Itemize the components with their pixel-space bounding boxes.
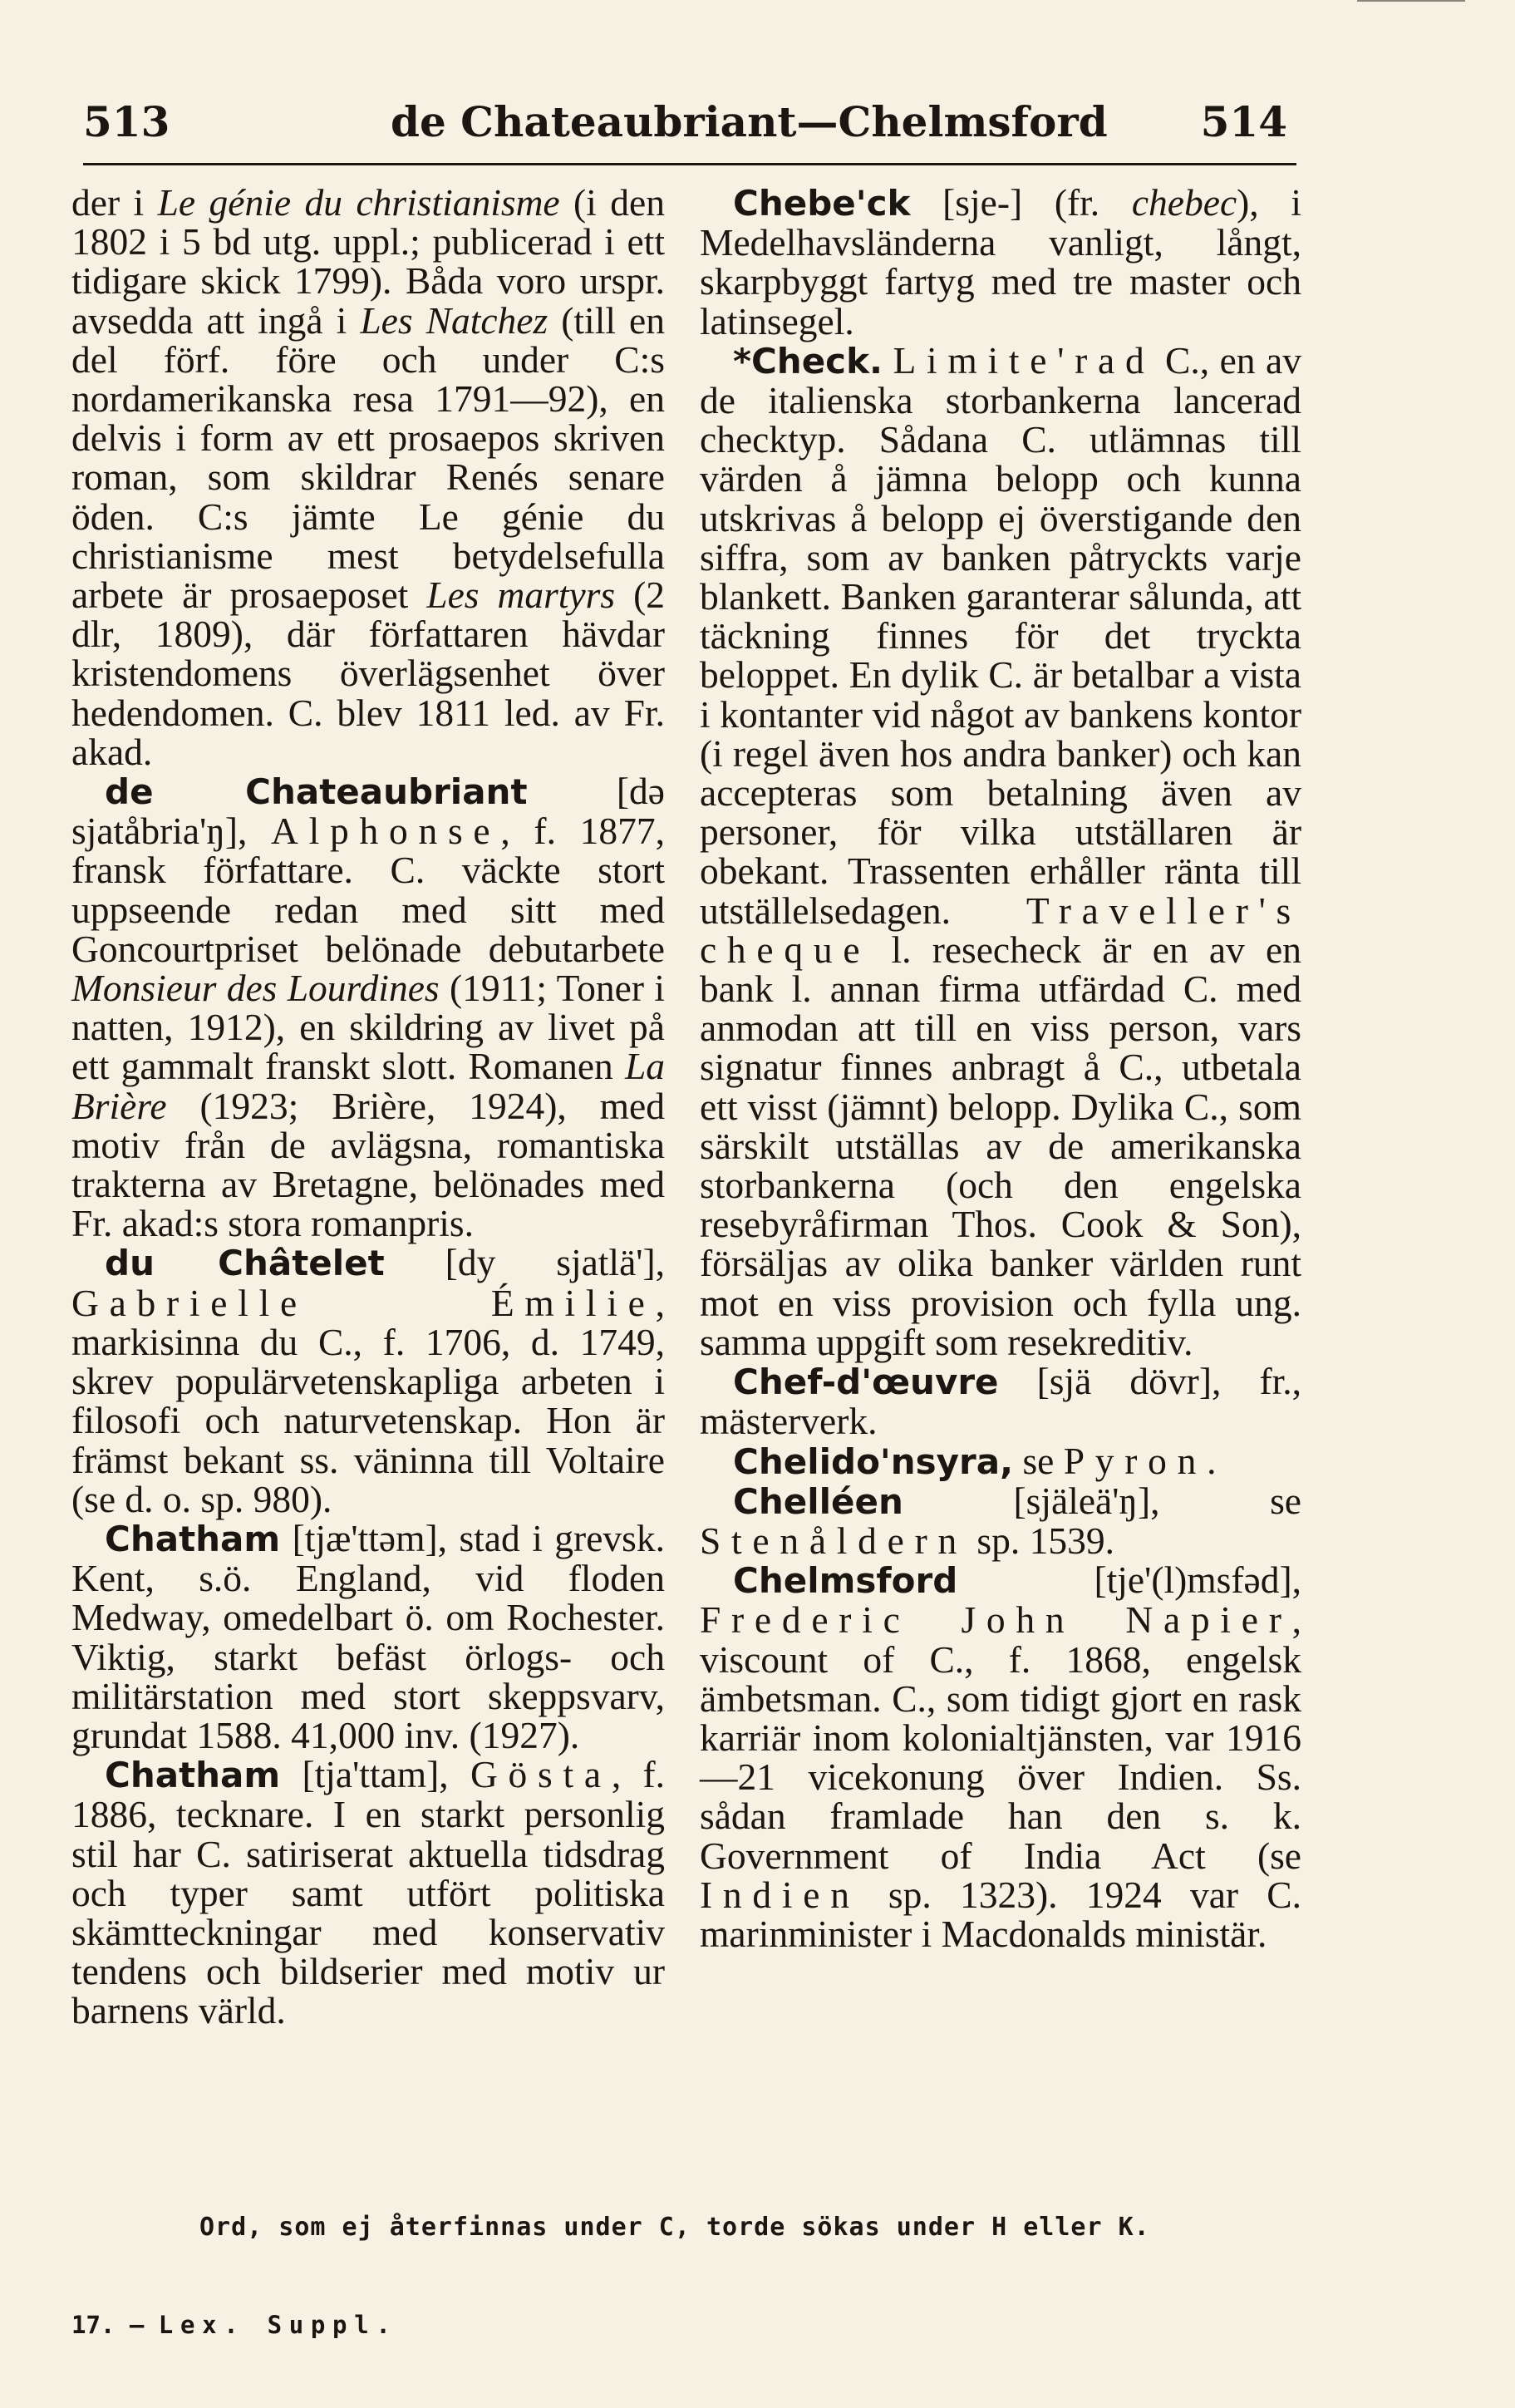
headword: Chatham <box>105 1755 281 1796</box>
headword: Chelmsford <box>733 1560 958 1602</box>
entry-chebeck: Chebe'ck [sje-] (fr. chebec), i Medelhavsländerna vanligt, långt, skarpbyggt fartyg med tre master och latinsegel. <box>700 181 1302 342</box>
headword: du Châtelet <box>105 1243 385 1284</box>
page-number-left: 513 <box>83 97 170 146</box>
right-column <box>700 183 1301 1953</box>
entry-chelidonsyra: Chelido'nsyra, se Pyron. <box>733 1439 1217 1482</box>
entry-de-chateaubriant: de Chateaubriant [də sjatåbria'ŋ], Alphonse, f. 1877, fransk författare. C. väckte stort uppseende redan med sitt med Goncourtpriset belönade debutarbete Monsieur des Lourdines (1911; Toner i natten, 1912), en skildring av livet på ett gammalt franskt slott. Romanen La Brière (1923; Brière, 1924), med motiv från de avlägsna, romantiska trakterna av Bretagne, belönades med Fr. akad:s stora romanpris. <box>71 770 666 1245</box>
footer-note: Ord, som ej återfinnas under C, torde sökas under H eller K. <box>199 2213 1150 2242</box>
signature-text: Lex. Suppl. <box>158 2311 398 2339</box>
page-number-right: 514 <box>1200 97 1287 146</box>
entry-chef-doeuvre: Chef-d'œuvre [sjä dövr], fr., mästerverk. <box>700 1360 1301 1443</box>
left-column <box>71 183 665 2031</box>
running-title: de Chateaubriant—Chelmsford <box>391 97 1108 146</box>
entry-check: *Check. Limite'rad C., en av de italienska storbankerna lancerad checktyp. Sådana C. utlämnas till värden å jämna belopp och kunna utskrivas å belopp ej överstigande den siffra, som av banken påtryckts varje blankett. Banken garanterar sålunda, att täckning finnes för det tryckta beloppet. En dylik C. är betalbar a vista i kontanter vid något av bankens kontor (i regel även hos andra banker) och kan accepteras som betalning även av personer, för vilka utställaren är obekant. Trassenten erhåller ränta till utställelsedagen. Traveller's cheque l. resecheck är en av en bank l. annan firma utfärdad C. med anmodan att till en viss person, vars signatur finnes anbragt å C., utbetala ett visst (jämnt) belopp. Dylika C., som särskilt utställas av de amerikanska storbankerna (och den engelska resebyråfirman Thos. Cook & Son), försäljas av olika banker världen runt mot en viss provision och fylla ung. samma uppgift som resekreditiv. <box>700 338 1301 1363</box>
headword: Chelléen <box>733 1480 903 1522</box>
header-rule <box>83 163 1296 165</box>
entry-chelleen: Chelléen [själeä'ŋ], se Stenåldern sp. 1539. <box>700 1479 1301 1562</box>
headword: Chelido'nsyra, <box>733 1440 1014 1482</box>
signature-mark <box>71 2311 398 2339</box>
entry-du-chatelet: du Châtelet [dy sjatlä'], Gabrielle Émilie, markisinna du C., f. 1706, d. 1749, skrev populärvetenskapliga arbeten i filosofi och naturvetenskap. Hon är främst bekant ss. väninna till Voltaire (se d. o. sp. 980). <box>71 1241 665 1520</box>
entry-chatham-gosta: Chatham [tja'ttam], Gösta, f. 1886, tecknare. I en starkt personlig stil har C. satiriserat aktuella tidsdrag och typer samt utfört politiska skämtteckningar med konservativ tendens och bildserier med motiv ur barnens värld. <box>71 1753 665 2032</box>
headword: Chatham <box>105 1518 281 1559</box>
headword: *Check. <box>733 340 883 382</box>
headword: de Chateaubriant <box>105 771 528 813</box>
scan-edge-mark <box>1357 0 1465 2</box>
entry-continuation: der i Le génie du christianisme (i den 1802 i 5 bd utg. uppl.; publicerad i ett tidigare skick 1799). Båda voro urspr. avsedda att ingå i Les Natchez (till en del förf. före och under C:s nordamerikanska resa 1791—92), en delvis i form av ett prosaepos skriven roman, som skildrar Renés senare öden. C:s jämte Le génie du christianisme mest betydelsefulla arbete är prosaeposet Les martyrs (2 dlr, 1809), där författaren hävdar kristendomens överlägsenhet över hedendomen. C. blev 1811 led. av Fr. akad. <box>71 181 666 773</box>
signature-number: 17. — <box>71 2311 145 2339</box>
headword: Chebe'ck <box>733 183 911 224</box>
headword: Chef-d'œuvre <box>733 1362 999 1403</box>
entry-chelmsford: Chelmsford [tje'(l)msfəd], Frederic John Napier, viscount of C., f. 1868, engelsk ämbetsman. C., som tidigt gjort en rask karriär inom kolonialtjänsten, var 1916—21 vicekonung över Indien. Ss. sådan framlade han den s. k. Government of India Act (se Indien sp. 1323). 1924 var C. marinminister i Macdonalds ministär. <box>700 1559 1301 1955</box>
entry-chatham-town: Chatham [tjæ'ttəm], stad i grevsk. Kent, s.ö. England, vid floden Medway, omedelbart ö. om Rochester. Viktig, starkt befäst örlogs- och militärstation med stort skeppsvarv, grundat 1588. 41,000 inv. (1927). <box>71 1516 665 1756</box>
